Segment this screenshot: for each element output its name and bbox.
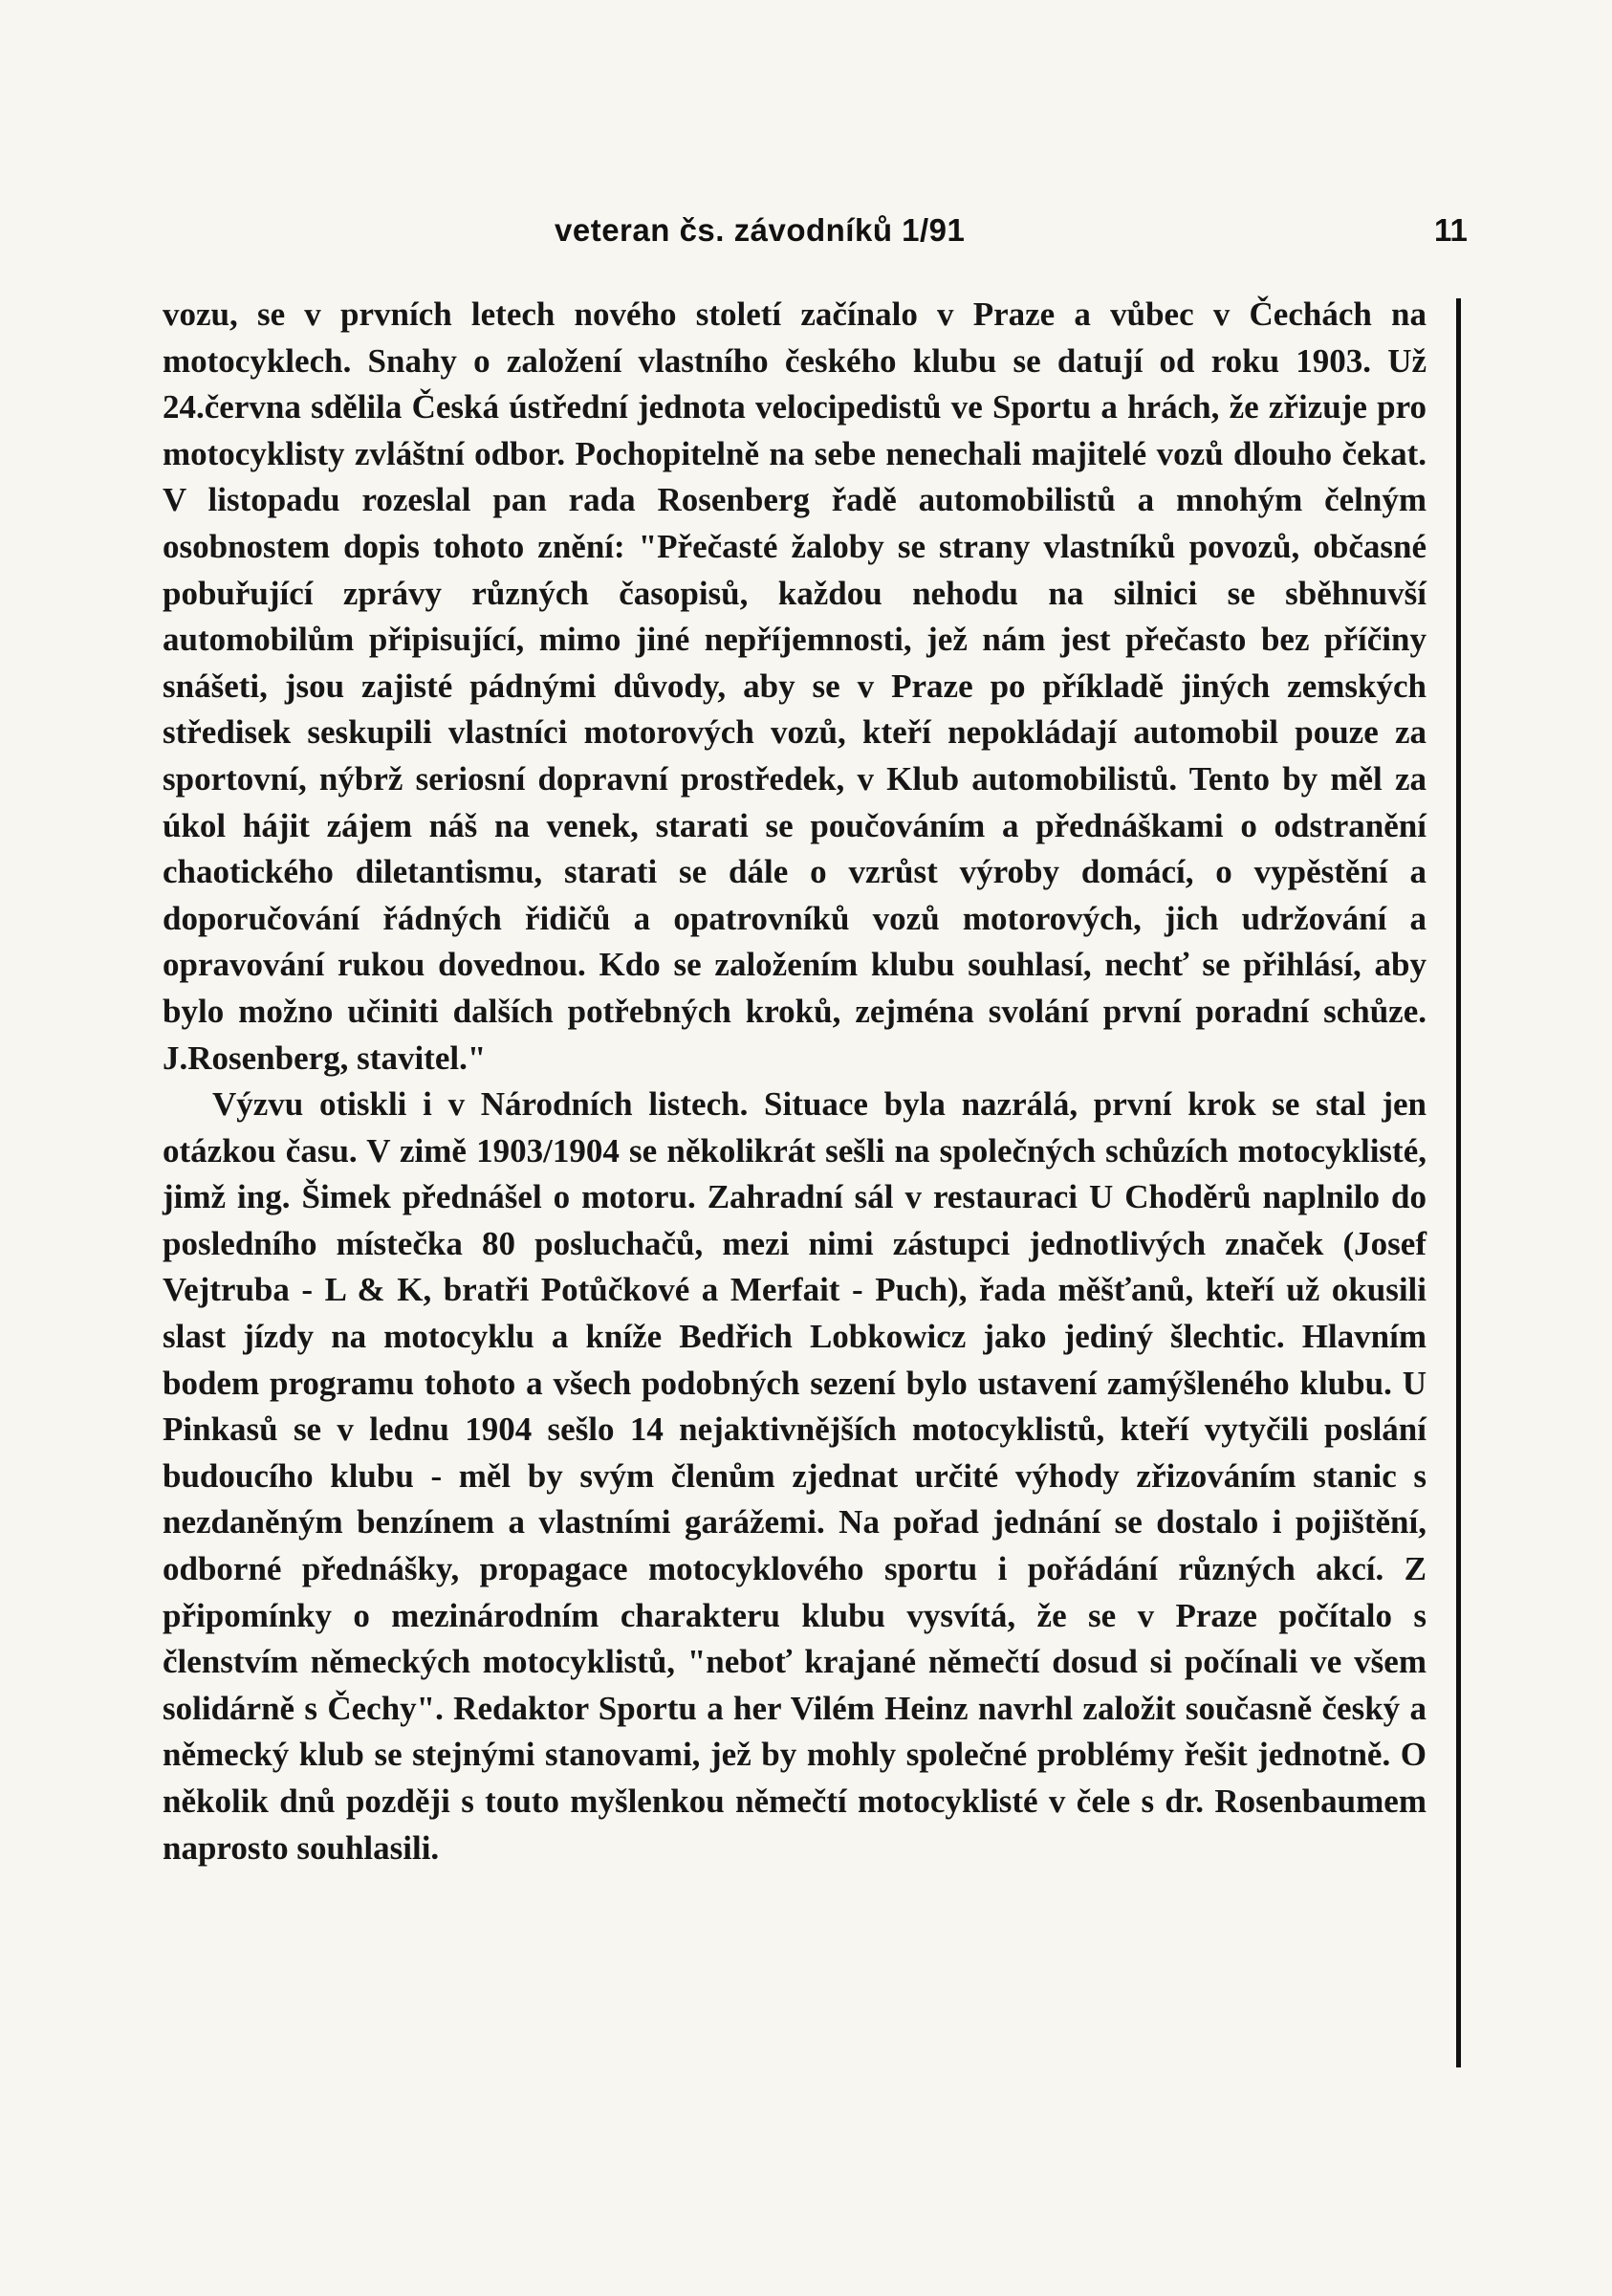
body-text <box>163 292 1427 1871</box>
paragraph-1: vozu, se v prvních letech nového století začínalo v Praze a vůbec v Čechách na motocyklech. Snahy o založení vlastního českého klubu se datují od roku 1903. Už 24.června sdělila Česká ústřední jednota velocipedistů ve Sportu a hrách, že zřizuje pro motocyklisty zvláštní odbor. Pochopitelně na sebe nenechali majitelé vozů dlouho čekat. V listopadu rozeslal pan rada Rosenberg řadě automobilistů a mnohým čelným osobnostem dopis tohoto znění: "Přečasté žaloby se strany vlastníků povozů, občasné pobuřující zprávy různých časopisů, každou nehodu na silnici se sběhnuvší automobilům připisující, mimo jiné nepříjemnosti, jež nám jest přečasto bez příčiny snášeti, jsou zajisté pádnými důvody, aby se v Praze po příkladě jiných zemských středisek seskupili vlastníci motorových vozů, kteří nepokládají automobil pouze za sportovní, nýbrž seriosní dopravní prostředek, v Klub automobilistů. Tento by měl za úkol hájit zájem náš na venek, starati se poučováním a přednáškami o odstranění chaotického diletantismu, starati se dále o vzrůst výroby domácí, o vypěstění a doporučování řádných řidičů a opatrovníků vozů motorových, jich udržování a opravování rukou dovednou. Kdo se založením klubu souhlasí, nechť se přihlásí, aby bylo možno učiniti dalších potřebných kroků, zejména svolání první poradní schůze. J.Rosenberg, stavitel." <box>163 295 1427 1077</box>
running-header <box>0 212 1612 260</box>
margin-rule <box>1456 298 1461 2067</box>
header-title: veteran čs. závodníků 1/91 <box>555 212 966 248</box>
paragraph-2: Výzvu otiskli i v Národních listech. Situace byla nazrálá, první krok se stal jen otázkou času. V zimě 1903/1904 se několikrát sešli na společných schůzích motocyklisté, jimž ing. Šimek přednášel o motoru. Zahradní sál v restauraci U Choděrů naplnilo do posledního místečka 80 posluchačů, mezi nimi zástupci jednotlivých značek (Josef Vejtruba - L & K, bratři Potůčkové a Merfait - Puch), řada měšťanů, kteří už okusili slast jízdy na motocyklu a kníže Bedřich Lobkowicz jako jediný šlechtic. Hlavním bodem programu tohoto a všech podobných sezení bylo ustavení zamýšleného klubu. U Pinkasů se v lednu 1904 sešlo 14 nejaktivnějších motocyklistů, kteří vytyčili poslání budoucího klubu - měl by svým členům zjednat určité výhody zřizováním stanic s nezdaněným benzínem a vlastními garážemi. Na pořad jednání se dostalo i pojištění, odborné přednášky, propagace motocyklového sportu i pořádání různých akcí. Z připomínky o mezinárodním charakteru klubu vysvítá, že se v Praze počítalo s členstvím německých motocyklistů, "neboť krajané němečtí dosud si počínali ve všem solidárně s Čechy". Redaktor Sportu a her Vilém Heinz navrhl založit současně český a německý klub se stejnými stanovami, jež by mohly společné problémy řešit jednotně. O několik dnů později s touto myšlenkou němečtí motocyklisté v čele s dr. Rosenbaumem naprosto souhlasili. <box>163 1085 1427 1867</box>
page-number: 11 <box>1434 212 1468 248</box>
